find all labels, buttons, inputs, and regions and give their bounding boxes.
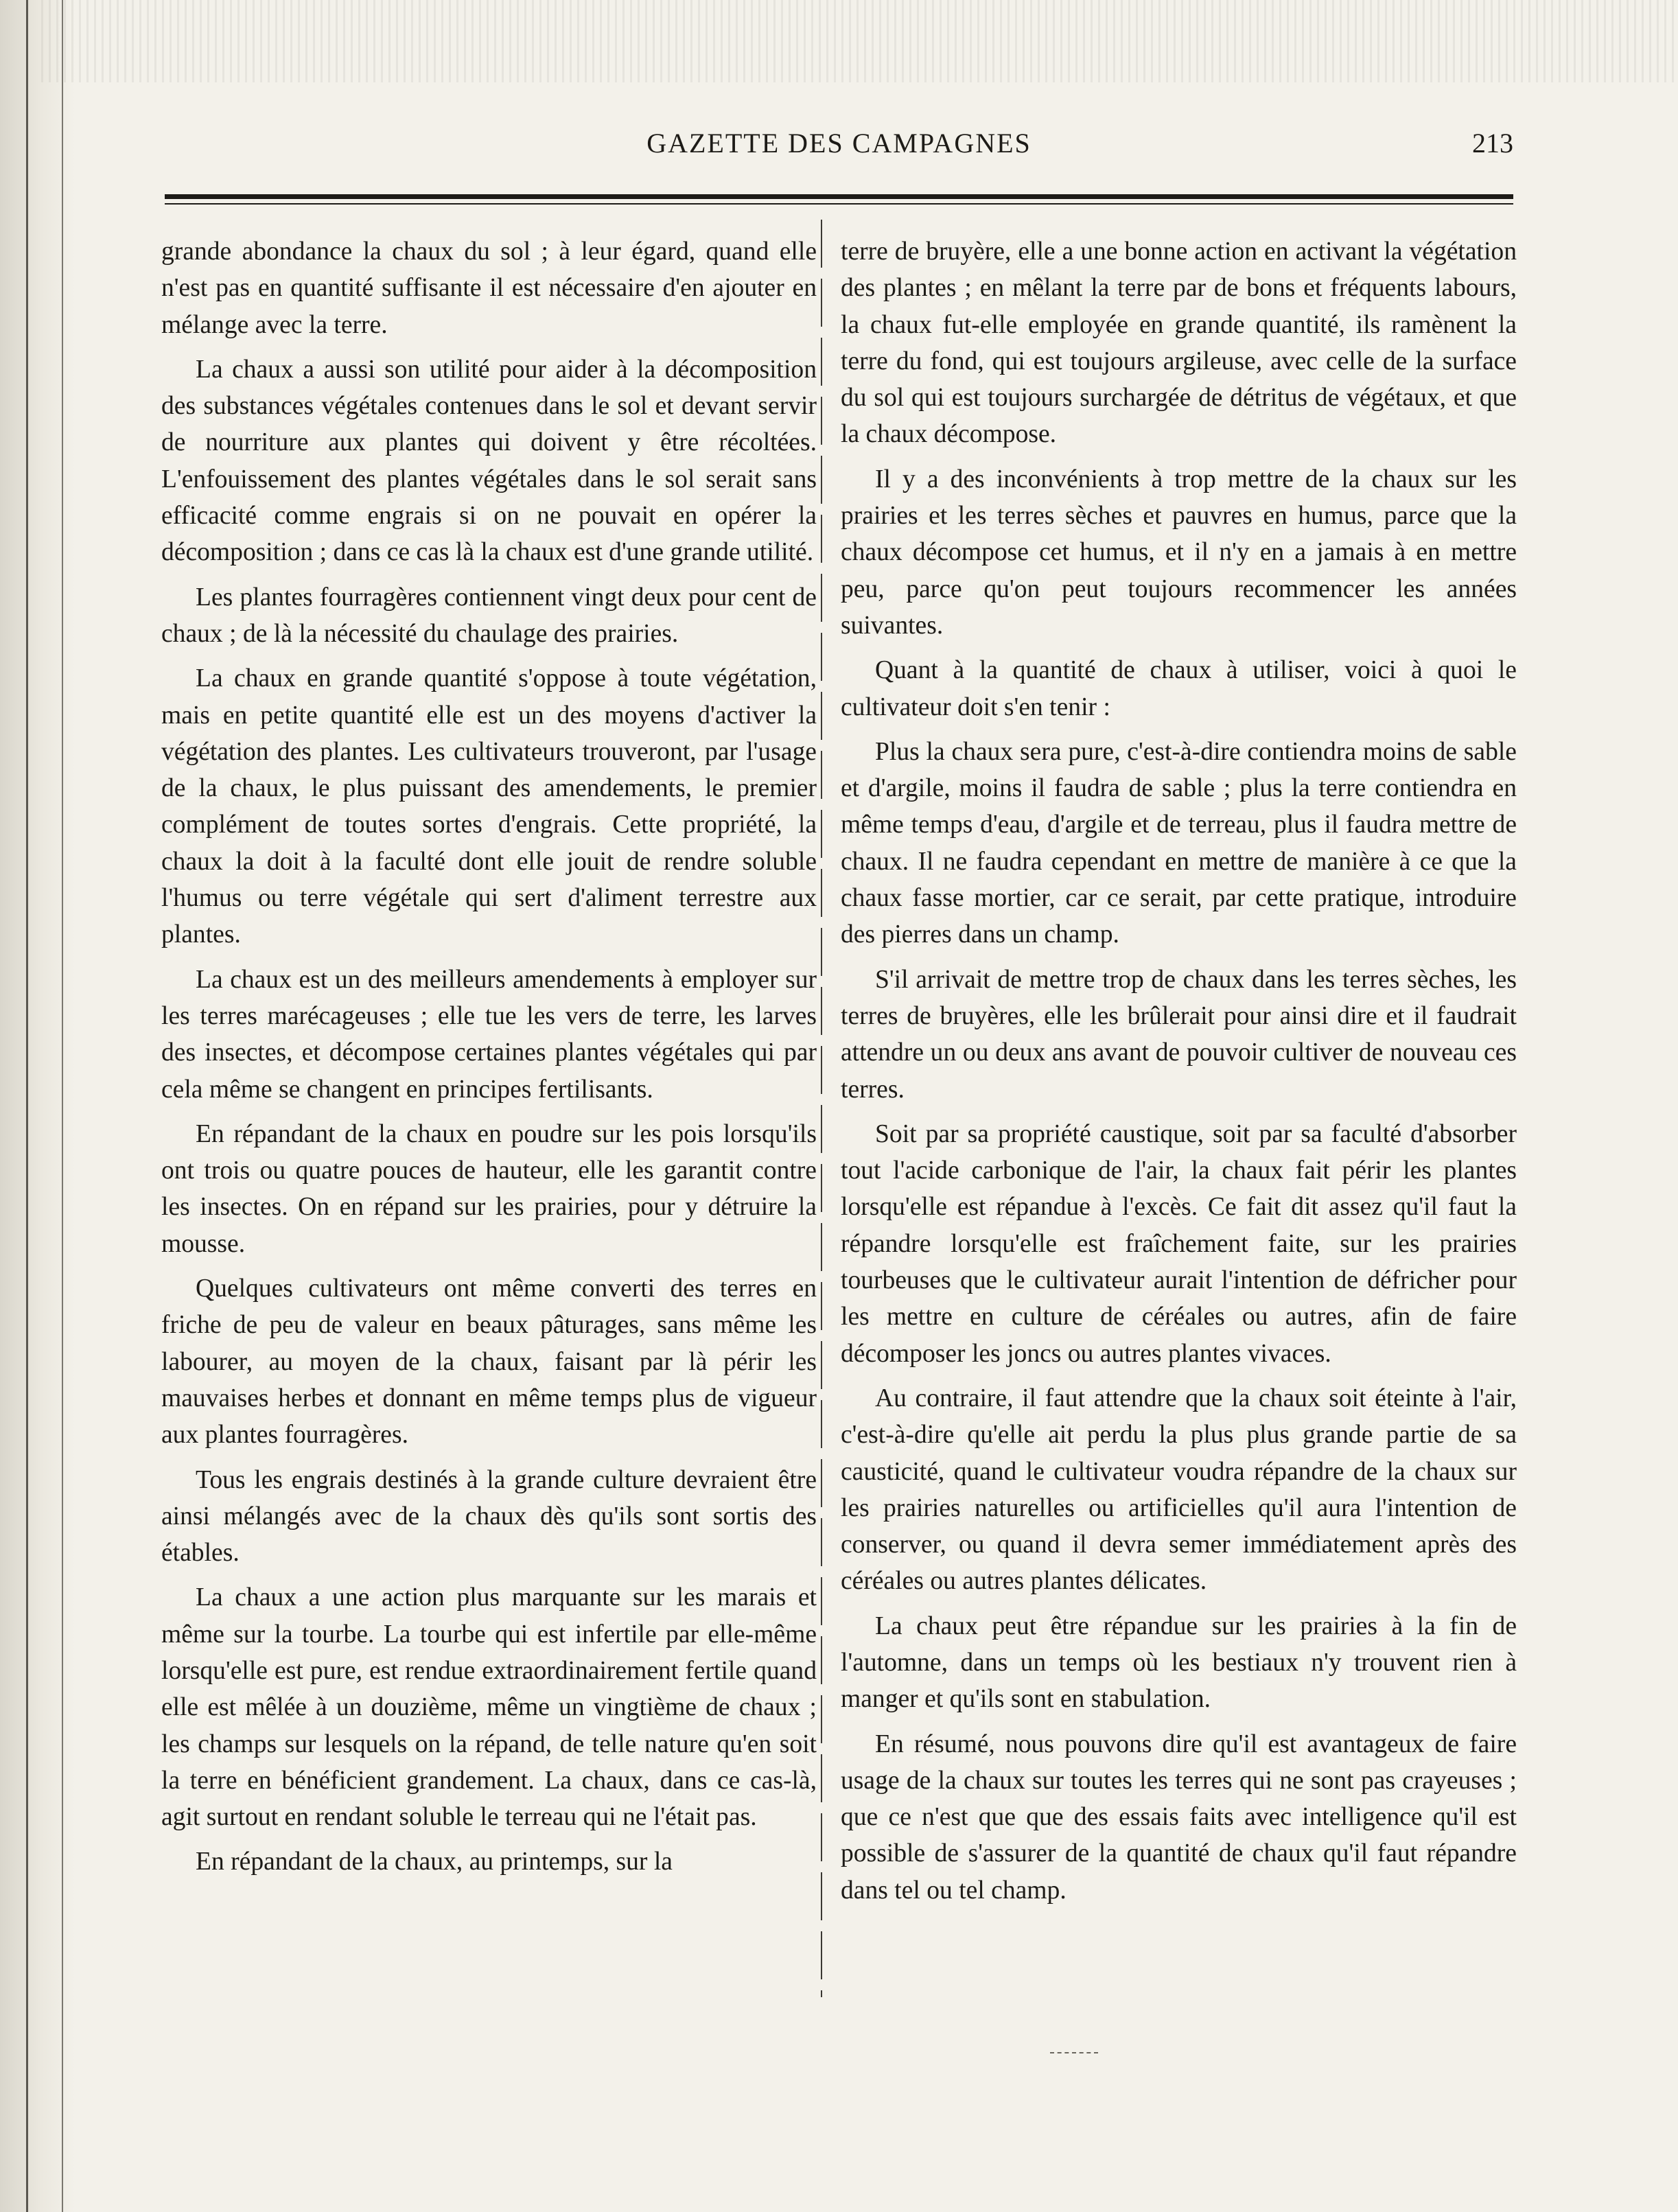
paragraph: Il y a des inconvénients à trop mettre de la chaux sur les prairies et les terres sèches et pauvres en humus, parce que la chaux décompose cet humus, et il n'y en a jamais à en mettre peu, parce qu'on peut toujours recommencer les années suivantes. — [841, 465, 1517, 640]
running-title: GAZETTE DES CAMPAGNES — [646, 128, 1032, 159]
paragraph: La chaux en grande quantité s'oppose à toute végétation, mais en petite quantité elle est un des moyens d'activer la végétation des plantes. Les cultivateurs trouveront, par l'usage de la chaux, le plus puissant des amendements, le premier complément de toutes sortes d'engrais. Cette propriété, la chaux la doit à la faculté dont elle jouit de rendre soluble l'humus ou terre végétale qui sert d'aliment terrestre aux plantes. — [161, 664, 817, 949]
right-column — [841, 233, 1517, 1917]
paragraph: terre de bruyère, elle a une bonne action en activant la végétation des plantes ; en mêlant la terre par de bons et fréquents labours, la chaux fut-elle employée en grande quantité, ils ramènent la terre du fond, qui est toujours argileuse, avec celle de la surface du sol qui est toujours surchargée de détritus de végétaux, et que la chaux décompose. — [841, 237, 1517, 449]
column-divider — [821, 220, 822, 1997]
paragraph: Au contraire, il faut attendre que la chaux soit éteinte à l'air, c'est-à-dire qu'elle ait perdu la plus plus grande partie de sa causticité, quand le cultivateur voudra répandre de la chaux sur les prairies naturelles ou artificielles qu'il aura l'intention de conserver, ou quand il devra semer immédiatement après des céréales ou autres plantes délicates. — [841, 1384, 1517, 1596]
paragraph: La chaux peut être répandue sur les prairies à la fin de l'automne, dans un temps où les bestiaux n'y trouvent rien à manger et qu'ils sont en stabulation. — [841, 1611, 1517, 1714]
left-column — [161, 233, 817, 1889]
paragraph: La chaux a aussi son utilité pour aider à la décomposition des substances végétales contenues dans le sol et devant servir de nourriture aux plantes qui doivent y être récoltées. L'enfouissement des plantes végétales dans le sol serait sans efficacité comme engrais si on ne pouvait en opérer la décomposition ; dans ce cas là la chaux est d'une grande utilité. — [161, 355, 817, 567]
paragraph: La chaux a une action plus marquante sur les marais et même sur la tourbe. La tourbe qui est infertile par elle-même lorsqu'elle est pure, est rendue extraordinairement fertile quand elle est mêlée à un douzième, même un vingtième de chaux ; les champs sur lesquels on la répand, de telle nature qu'en soit la terre en bénéficient grandement. La chaux, dans ce cas-là, agit surtout en rendant soluble le terreau qui ne l'était pas. — [161, 1583, 817, 1832]
paragraph: Soit par sa propriété caustique, soit par sa faculté d'absorber tout l'acide carbonique de l'air, la chaux fait périr les plantes lorsqu'elle est répandue à l'excès. Ce fait dit assez qu'il faut la répandre lorsqu'elle est fraîchement faite, sur les prairies tourbeuses que le cultivateur aurait l'intention de défricher pour les mettre en culture de céréales ou autres, afin de faire décomposer les joncs ou autres plantes vivaces. — [841, 1119, 1517, 1368]
binding-line — [62, 0, 63, 2212]
header-rule — [165, 203, 1513, 205]
paragraph: En résumé, nous pouvons dire qu'il est avantageux de faire usage de la chaux sur toutes les terres qui ne sont pas crayeuses ; que ce n'est que que des essais faits avec intelligence qu'il est possible de s'assurer de la quantité de chaux qu'il faut répandre dans tel ou tel champ. — [841, 1730, 1517, 1905]
paragraph: Tous les engrais destinés à la grande culture devraient être ainsi mélangés avec de la chaux dès qu'ils sont sortis des étables. — [161, 1465, 817, 1568]
binding-edge — [0, 0, 75, 2212]
paragraph: S'il arrivait de mettre trop de chaux dans les terres sèches, les terres de bruyères, elle les brûlerait pour ainsi dire et il faudrait attendre un ou deux ans avant de pouvoir cultiver de nouveau ces terres. — [841, 965, 1517, 1104]
page-header — [165, 127, 1513, 175]
paragraph: grande abondance la chaux du sol ; à leur égard, quand elle n'est pas en quantité suffisante il est nécessaire d'en ajouter en mélange avec la terre. — [161, 237, 817, 339]
paragraph: La chaux est un des meilleurs amendements à employer sur les terres marécageuses ; elle tue les vers de terre, les larves des insectes, et décompose certaines plantes végétales qui par cela même se changent en principes fertilisants. — [161, 965, 817, 1104]
paragraph: Plus la chaux sera pure, c'est-à-dire contiendra moins de sable et d'argile, moins il faudra de sable ; plus la terre contiendra en même temps d'eau, d'argile et de terreau, plus il faudra mettre de chaux. Il ne faudra cependant en mettre de manière à ce que la chaux fasse mortier, car ce serait, par cette pratique, introduire des pierres dans un champ. — [841, 737, 1517, 949]
paragraph: Les plantes fourragères contiennent vingt deux pour cent de chaux ; de là la nécessité du chaulage des prairies. — [161, 583, 817, 648]
page-number: 213 — [1472, 128, 1513, 159]
paragraph: En répandant de la chaux, au printemps, sur la — [196, 1848, 673, 1876]
paragraph: Quant à la quantité de chaux à utiliser, voici à quoi le cultivateur doit s'en tenir : — [841, 656, 1517, 721]
scan-noise — [41, 0, 1678, 82]
paragraph: En répandant de la chaux en poudre sur les pois lorsqu'ils ont trois ou quatre pouces de hauteur, elle les garantit contre les insectes. On en répand sur les prairies, pour y détruire la mousse. — [161, 1119, 817, 1258]
binding-line — [26, 0, 28, 2212]
header-rule — [165, 194, 1513, 199]
end-mark — [1050, 2052, 1098, 2053]
paragraph: Quelques cultivateurs ont même converti des terres en friche de peu de valeur en beaux pâturages, sans même les labourer, au moyen de la chaux, faisant par là périr les mauvaises herbes et donnant en même temps plus de vigueur aux plantes fourragères. — [161, 1274, 817, 1450]
